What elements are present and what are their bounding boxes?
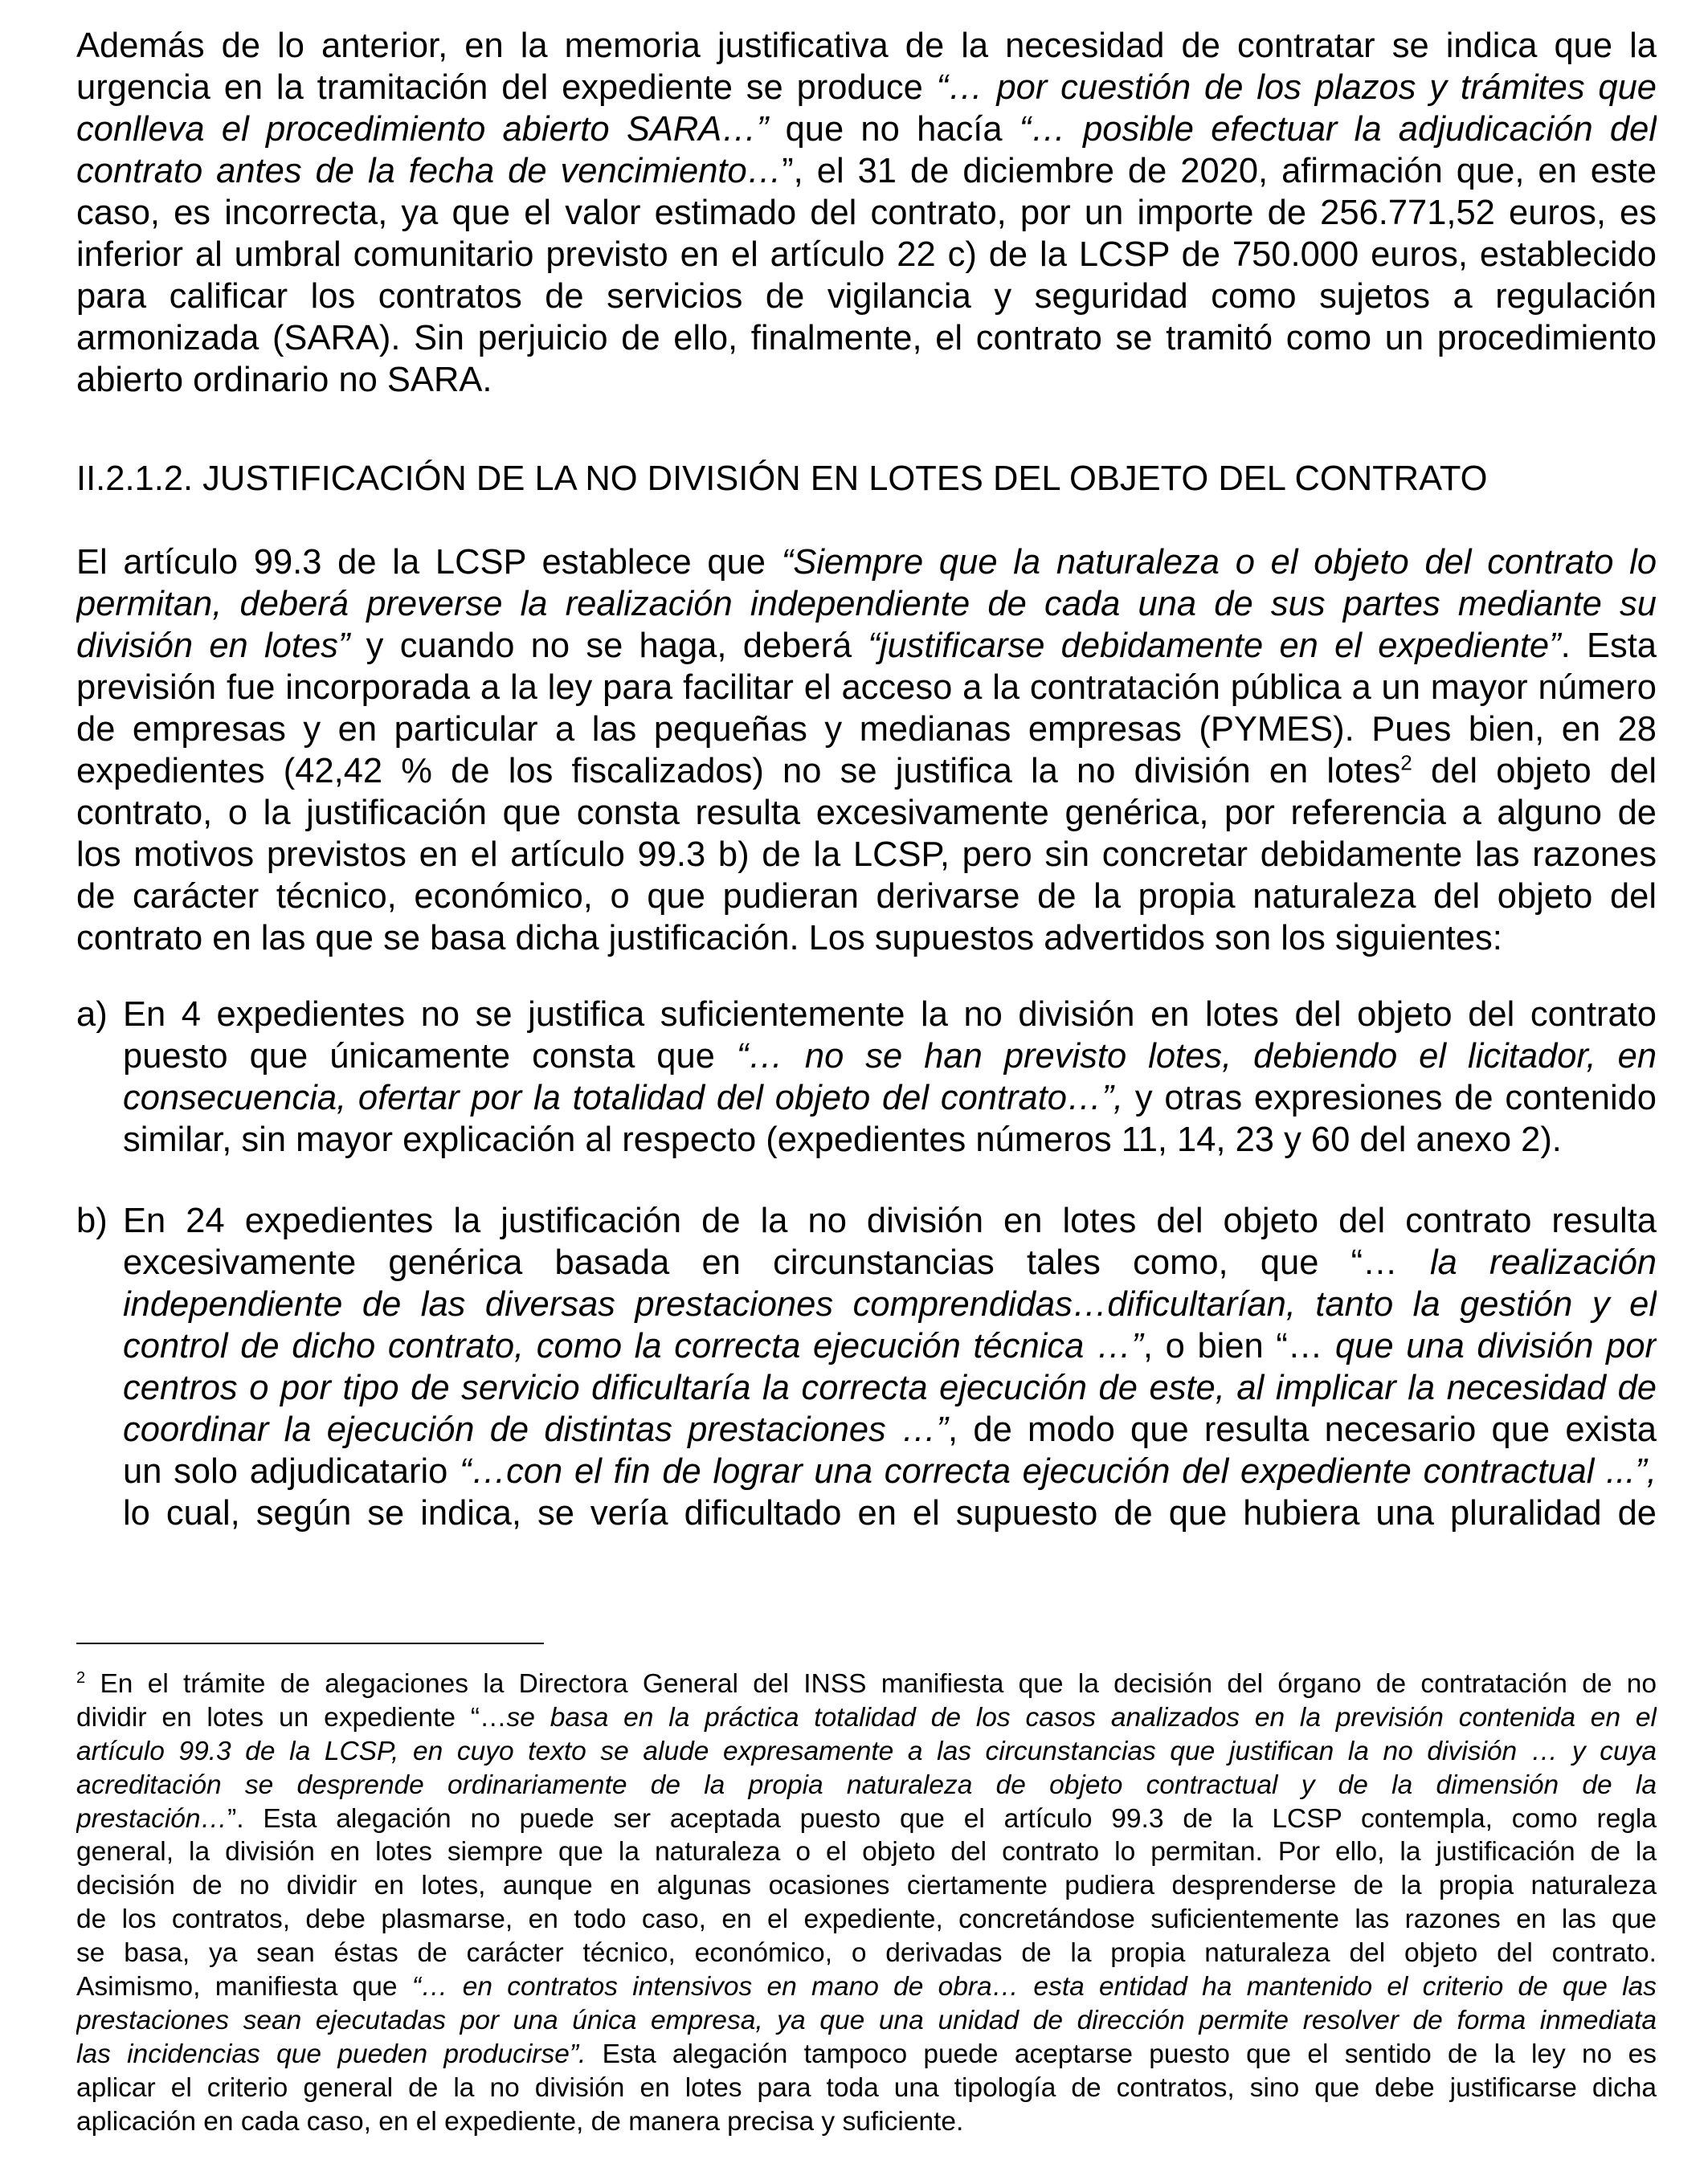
text-line	[76, 2038, 1657, 2072]
text-line	[123, 1409, 1657, 1451]
list-item-a	[76, 994, 1657, 1161]
list-item-label: b)	[76, 1202, 108, 1240]
text-segment: general, la división en lotes siempre que la naturaleza o el objeto del contrato lo permitan. Por ello, la justificación de la	[76, 1837, 1657, 1868]
text-line	[123, 1119, 1657, 1161]
text-segment: Asimismo, manifiesta que	[76, 1972, 412, 2002]
text-line	[76, 234, 1657, 276]
text-line	[76, 2105, 1657, 2139]
quoted-text: “justificarse debidamente en el expediente”	[868, 627, 1561, 665]
text-segment: de los contratos, debe plasmarse, en todo caso, en el expediente, concretándose suficientemente las razones en las que	[76, 1904, 1657, 1935]
quoted-text: las incidencias que pueden producirse”.	[76, 2039, 586, 2069]
text-line	[76, 1903, 1657, 1937]
text-line	[76, 1668, 1657, 1701]
text-segment: ”, el 31 de diciembre de 2020, afirmación que, en este	[782, 152, 1657, 190]
quoted-text: “Siempre que la naturaleza o el objeto del contrato lo	[781, 543, 1657, 582]
text-line	[76, 583, 1657, 625]
quoted-text: “… posible efectuar la adjudicación del	[1019, 110, 1657, 149]
quoted-text: prestaciones sean ejecutadas por una única empresa, ya que una unidad de dirección permite resolver de forma inmediata	[76, 2005, 1657, 2035]
text-segment: decisión de no dividir en lotes, aunque en algunas ocasiones ciertamente pudiera desprenderse de la propia naturaleza	[76, 1871, 1657, 1901]
text-segment: caso, es incorrecta, ya que el valor estimado del contrato, por un importe de 256.771,52 euros, es	[76, 194, 1657, 232]
text-segment: abierto ordinario no SARA.	[76, 361, 492, 399]
quoted-text: se basa en la práctica totalidad de los casos analizados en la previsión contenida en el	[506, 1702, 1657, 1733]
text-segment: En 4 expedientes no se justifica suficientemente la no división en lotes del objeto del contrato	[123, 995, 1657, 1034]
quoted-text: centros o por tipo de servicio dificultaría la correcta ejecución de este, al implicar la necesidad de	[123, 1369, 1657, 1407]
text-line	[123, 1035, 1657, 1077]
text-segment: previsión fue incorporada a la ley para facilitar el acceso a la contratación pública a un mayor número	[76, 668, 1657, 707]
quoted-text: división en lotes”	[76, 627, 350, 665]
text-line	[76, 1802, 1657, 1836]
text-line	[76, 750, 1657, 792]
text-line	[123, 1077, 1657, 1119]
text-line	[123, 1367, 1657, 1409]
quoted-text: coordinar la ejecución de distintas prestaciones …”	[123, 1410, 949, 1449]
quoted-text: control de dicho contrato, como la correcta ejecución técnica …”	[123, 1327, 1143, 1366]
text-segment: que no hacía	[768, 110, 1019, 149]
text-segment: puesto que únicamente consta que	[123, 1037, 737, 1076]
text-segment: . Esta	[1560, 627, 1657, 665]
text-segment: urgencia en la tramitación del expediente se produce	[76, 68, 937, 107]
text-line	[123, 1451, 1657, 1492]
quoted-text: la realización	[1429, 1243, 1657, 1282]
text-line	[76, 108, 1657, 150]
text-segment: similar, sin mayor explicación al respecto (expedientes números 11, 14, 23 y 60 del anexo 2).	[123, 1121, 1562, 1159]
text-segment: aplicación en cada caso, en el expediente, de manera precisa y suficiente.	[76, 2106, 964, 2137]
list-item-b	[76, 1200, 1657, 1534]
text-segment: excesivamente genérica basada en circunstancias tales como, que “…	[123, 1243, 1430, 1282]
text-segment: contrato, o la justificación que consta resulta excesivamente genérica, por referencia a alguno de	[76, 794, 1657, 832]
list-item-text	[123, 1200, 1657, 1534]
text-line	[76, 276, 1657, 317]
text-segment: aplicar el criterio general de la no división en lotes para toda una tipología de contratos, sino que debe justificarse dicha	[76, 2072, 1657, 2103]
text-segment: de empresas y en particular a las pequeñas y medianas empresas (PYMES). Pues bien, en 28	[76, 710, 1657, 749]
text-line	[76, 625, 1657, 667]
text-line	[76, 1769, 1657, 1802]
text-segment: contrato en las que se basa dicha justificación. Los supuestos advertidos son los siguientes:	[76, 919, 1502, 957]
footnote-reference: 2	[76, 1668, 86, 1687]
text-line	[76, 1970, 1657, 2004]
text-segment: dividir en lotes un expediente “…	[76, 1702, 507, 1733]
text-line	[76, 1937, 1657, 1970]
text-line	[76, 1701, 1657, 1735]
text-segment: del objeto del	[1412, 752, 1657, 790]
text-line	[76, 317, 1657, 359]
text-line	[76, 359, 1657, 401]
text-line	[76, 1835, 1657, 1869]
quoted-text: permitan, deberá preverse la realización independiente de cada una de sus partes mediante su	[76, 585, 1657, 623]
text-line	[76, 1869, 1657, 1903]
text-segment: Esta alegación tampoco puede aceptarse puesto que el sentido de la ley no es	[586, 2039, 1657, 2069]
text-segment: inferior al umbral comunitario previsto en el artículo 22 c) de la LCSP de 750.000 euros, establecido	[76, 235, 1657, 274]
quoted-text: “… por cuestión de los plazos y trámites que	[936, 68, 1657, 107]
text-segment: El artículo 99.3 de la LCSP establece que	[76, 543, 782, 582]
text-line	[76, 67, 1657, 108]
text-line	[76, 917, 1657, 959]
footnote-reference: 2	[1400, 750, 1412, 775]
text-line	[76, 150, 1657, 192]
text-line	[123, 1492, 1657, 1534]
quoted-text: “…con el fin de lograr una correcta ejecución del expediente contractual ...”,	[460, 1452, 1657, 1491]
text-line	[76, 541, 1657, 583]
text-segment: se basa, ya sean éstas de carácter técnico, económico, o derivadas de la propia naturaleza del objeto del contrato.	[76, 1938, 1657, 1969]
text-segment: para calificar los contratos de servicios de vigilancia y seguridad como sujetos a regulación	[76, 277, 1657, 316]
quoted-text: que una división por	[1334, 1327, 1657, 1366]
list-item-label: a)	[76, 995, 108, 1034]
paragraph-articulo-99-3	[76, 541, 1657, 959]
text-segment: un solo adjudicatario	[123, 1452, 460, 1491]
quoted-text: conlleva el procedimiento abierto SARA…”	[76, 110, 769, 149]
quoted-text: “… en contratos intensivos en mano de obra… esta entidad ha mantenido el criterio de que las	[411, 1972, 1657, 2002]
text-line	[76, 876, 1657, 917]
text-line	[123, 1242, 1657, 1284]
footnote-separator	[76, 1643, 544, 1644]
list-item-text	[123, 994, 1657, 1161]
quoted-text: independiente de las diversas prestaciones comprendidas…dificultarían, tanto la gestión y el	[123, 1285, 1657, 1324]
text-segment: , o bien “…	[1142, 1327, 1335, 1366]
text-segment: los motivos previstos en el artículo 99.3 b) de la LCSP, pero sin concretar debidamente las razones	[76, 835, 1657, 874]
text-segment: , de modo que resulta necesario que exista	[948, 1410, 1657, 1449]
text-line	[123, 1284, 1657, 1325]
text-line	[123, 1200, 1657, 1242]
quoted-text: artículo 99.3 de la LCSP, en cuyo texto se alude expresamente a las circunstancias que justifican la no división … y cuya	[76, 1736, 1657, 1766]
text-segment: En 24 expedientes la justificación de la no división en lotes del objeto del contrato resulta	[123, 1202, 1657, 1240]
text-line	[76, 2004, 1657, 2038]
text-line	[123, 1325, 1657, 1367]
text-segment: Además de lo anterior, en la memoria justificativa de la necesidad de contratar se indica que la	[76, 27, 1657, 65]
text-segment: lo cual, según se indica, se vería dificultado en el supuesto de que hubiera una pluralidad de	[123, 1494, 1657, 1533]
text-line	[76, 834, 1657, 876]
paragraph-urgencia	[76, 25, 1657, 401]
footnote-2	[76, 1668, 1657, 2138]
text-line	[76, 1735, 1657, 1769]
text-segment: expedientes (42,42 % de los fiscalizados) no se justifica la no división en lotes	[76, 752, 1401, 790]
text-segment: armonizada (SARA). Sin perjuicio de ello, finalmente, el contrato se tramitó como un procedimiento	[76, 319, 1657, 357]
text-line	[76, 192, 1657, 234]
quoted-text: contrato antes de la fecha de vencimiento…	[76, 152, 782, 190]
text-line	[76, 667, 1657, 708]
text-segment: y otras expresiones de contenido	[1123, 1079, 1657, 1117]
quoted-text: “… no se han previsto lotes, debiendo el licitador, en	[736, 1037, 1657, 1076]
text-line	[123, 994, 1657, 1035]
text-segment: y cuando no se haga, deberá	[349, 627, 868, 665]
quoted-text: acreditación se desprende ordinariamente de la propia naturaleza de objeto contractual y de la dimensión de la	[76, 1770, 1657, 1800]
quoted-text: consecuencia, ofertar por la totalidad del objeto del contrato…”,	[123, 1079, 1124, 1117]
text-line	[76, 25, 1657, 67]
text-segment: de carácter técnico, económico, o que pudieran derivarse de la propia naturaleza del objeto del	[76, 877, 1657, 916]
quoted-text: prestación…	[76, 1803, 228, 1834]
text-line	[76, 792, 1657, 834]
text-segment: En el trámite de alegaciones la Directora General del INSS manifiesta que la decisión del órgano de contratación de no	[85, 1669, 1657, 1699]
text-line	[76, 2072, 1657, 2105]
text-line	[76, 708, 1657, 750]
section-heading: II.2.1.2. JUSTIFICACIÓN DE LA NO DIVISIÓN EN LOTES DEL OBJETO DEL CONTRATO	[76, 459, 1488, 498]
text-segment: ”. Esta alegación no puede ser aceptada puesto que el artículo 99.3 de la LCSP contempla, como regla	[227, 1803, 1657, 1834]
